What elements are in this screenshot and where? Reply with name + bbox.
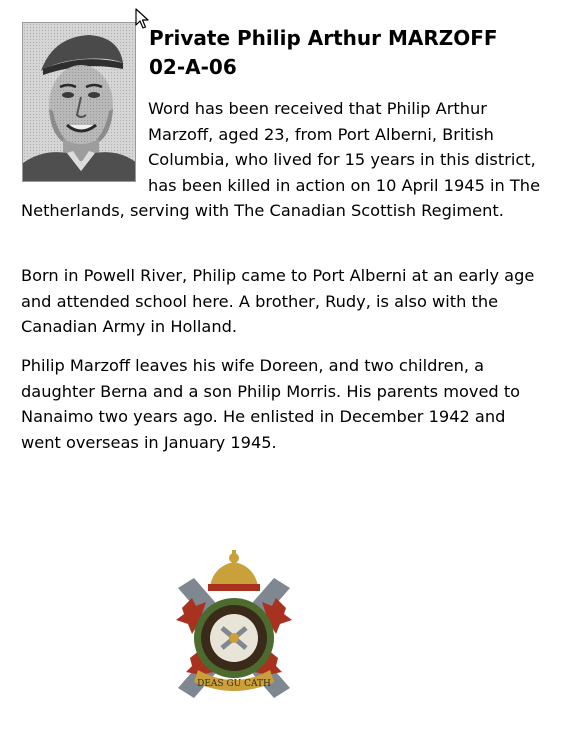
paragraph-family: Philip Marzoff leaves his wife Doreen, and two children, a daughter Berna and a son Philip Morris. His parents moved to Nanaimo two years ago. He enlisted in December 1942 and went overseas in January 1945. bbox=[21, 356, 521, 452]
regimental-badge bbox=[170, 548, 298, 698]
mouse-cursor-icon bbox=[135, 8, 149, 30]
badge-motto: DEAS GU CATH bbox=[197, 679, 271, 689]
grave-reference: 02-A-06 bbox=[149, 55, 237, 79]
paragraph-text: Word has been received that Philip Arthur Marzoff, aged 23, from Port Alberni, British Columbia, who lived for 15 years in this district, has been killed in action on 10 April 1945 in The Netherlands, serving with The Canadian Scottish Regiment. bbox=[21, 99, 541, 220]
page-title bbox=[149, 24, 549, 82]
paragraph-killed-in-action bbox=[21, 96, 546, 224]
soldier-name: Private Philip Arthur MARZOFF bbox=[149, 26, 498, 50]
regimental-badge-graphic bbox=[170, 548, 298, 698]
paragraph-early-life: Born in Powell River, Philip came to Port Alberni at an early age and attended school here. A brother, Rudy, is also with the Canadian Army in Holland. bbox=[21, 266, 535, 336]
